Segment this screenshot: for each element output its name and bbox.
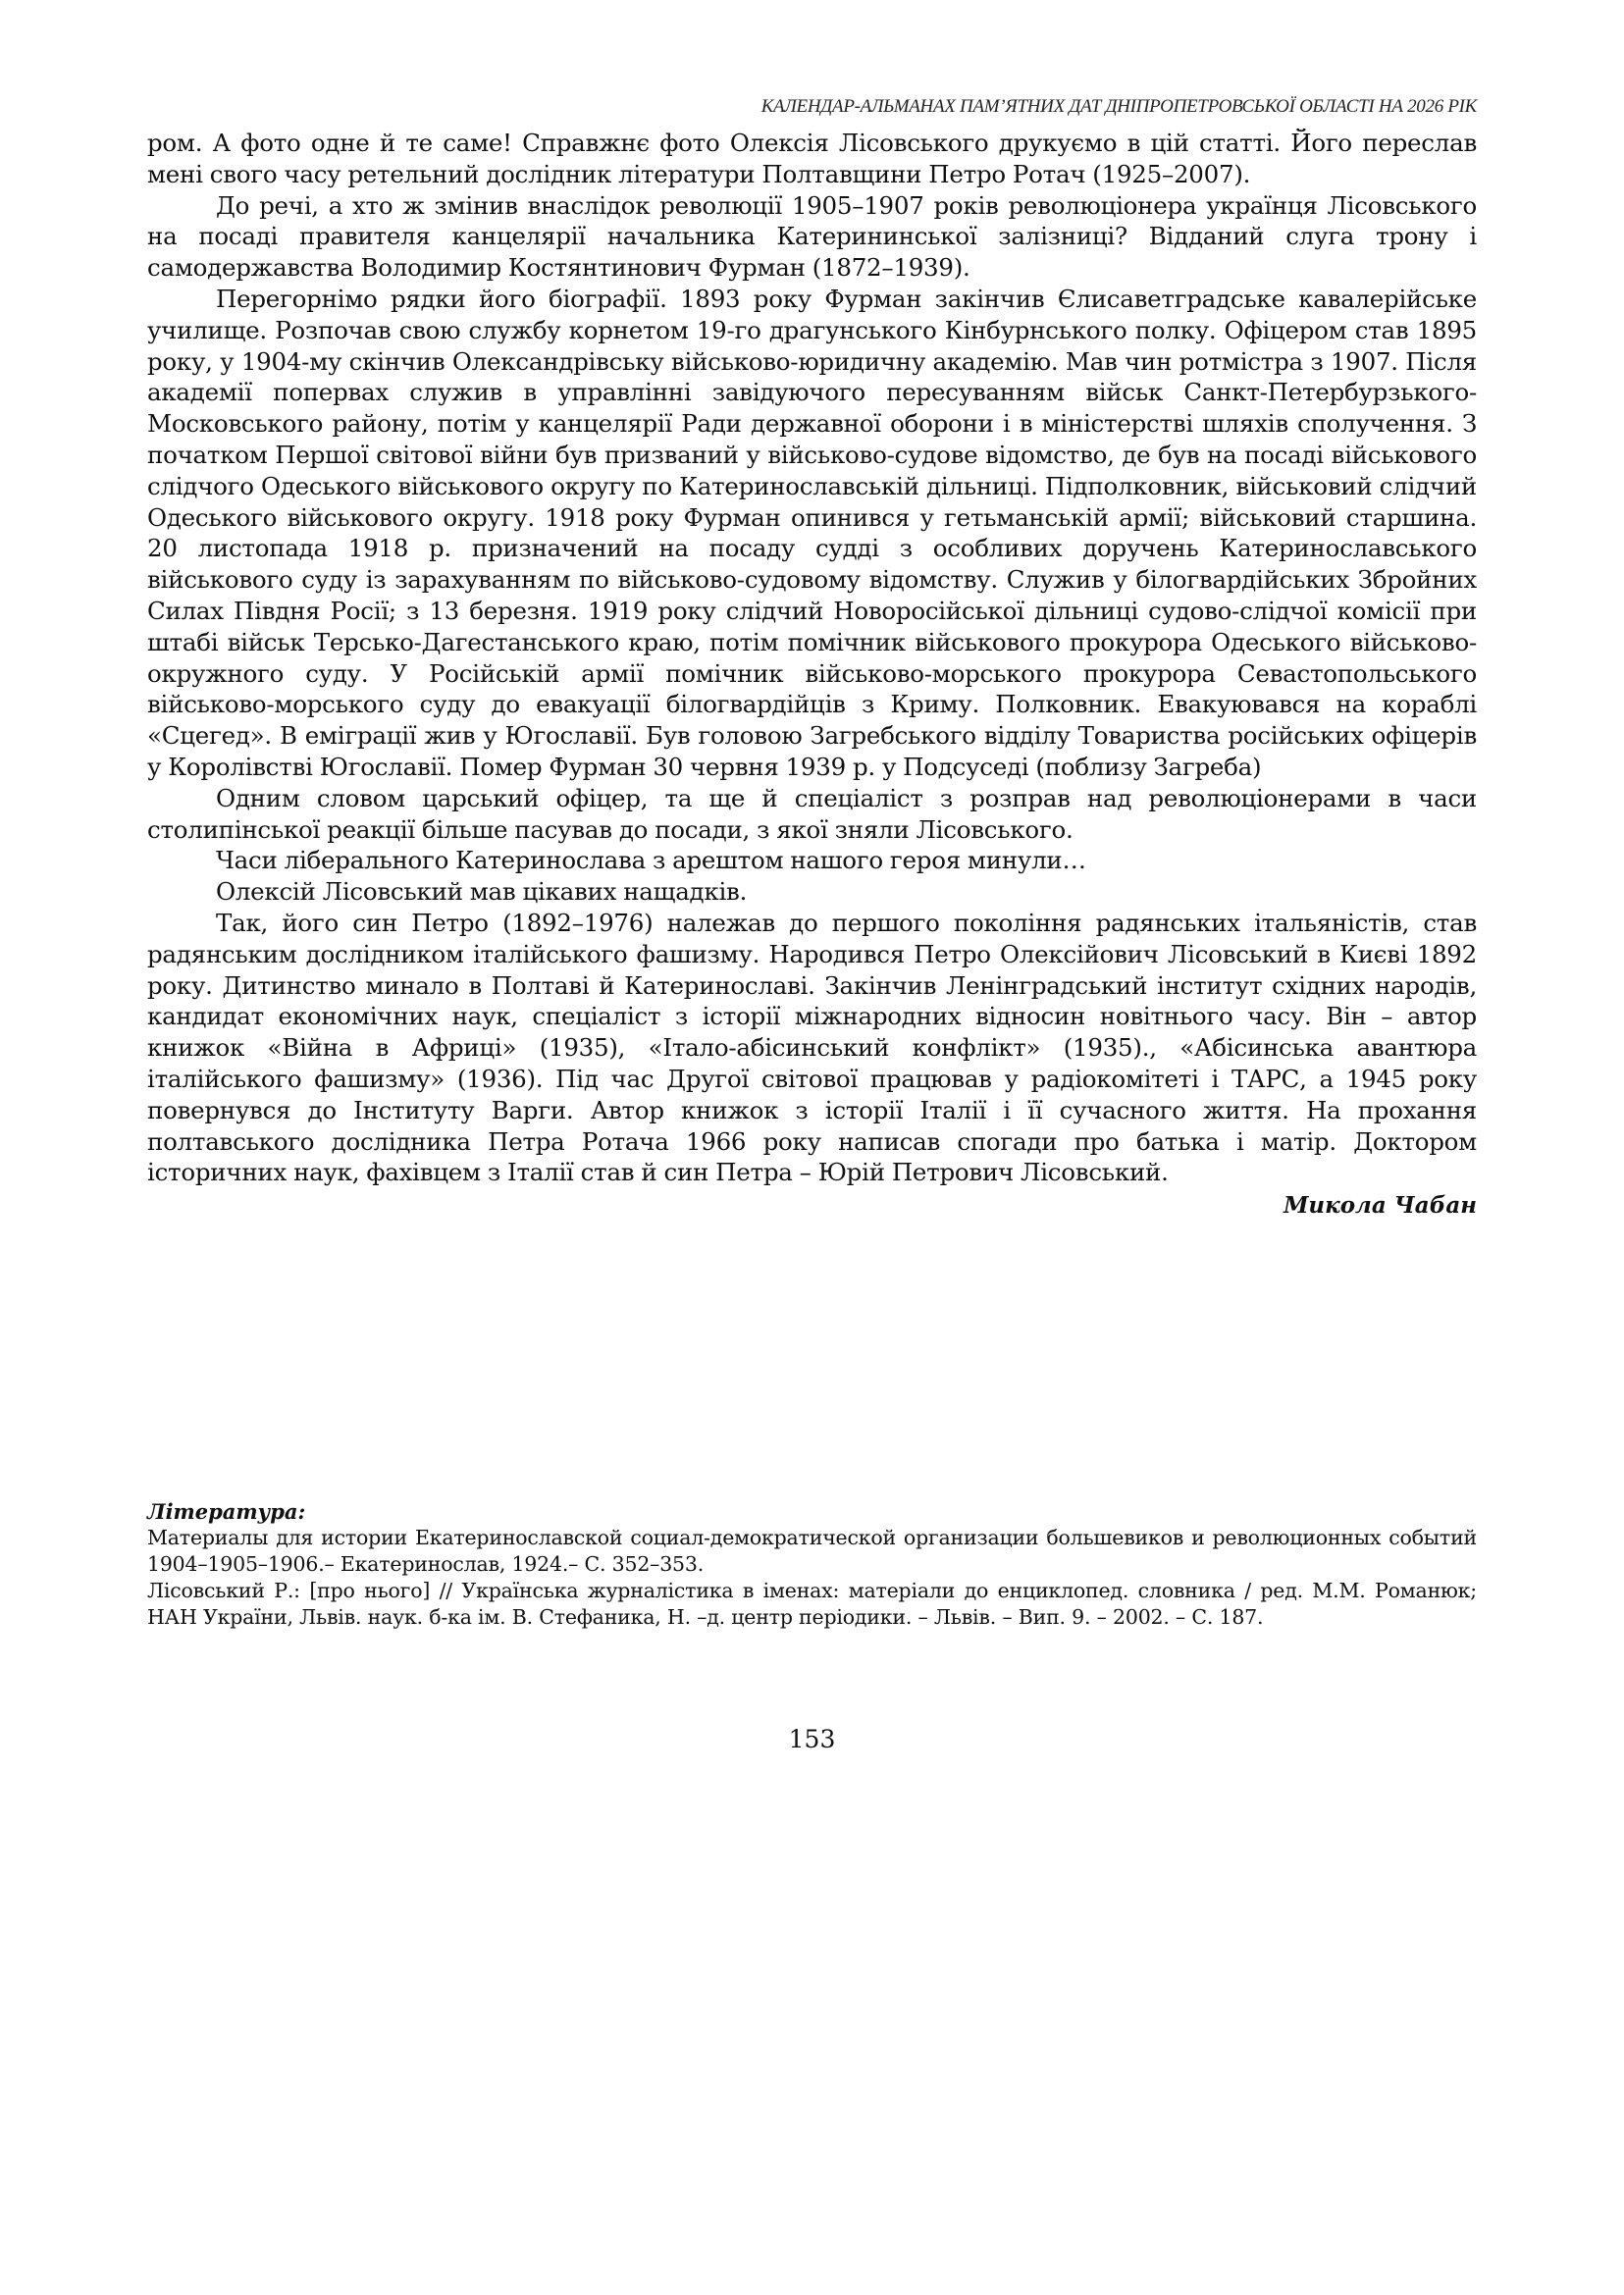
paragraph: ром. А фото одне й те саме! Справжнє фото Олексія Лісовського друкуємо в цій статті. Його переслав мені свого часу ретельний дослідник літератури Полтавщини Петро Ротач (1925–2007). <box>147 129 1477 188</box>
running-header: КАЛЕНДАР-АЛЬМАНАХ ПАМ’ЯТНИХ ДАТ ДНІПРОПЕТРОВСЬКОЇ ОБЛАСТІ НА 2026 РІК <box>760 96 1477 117</box>
reference-item: Материалы для истории Екатеринославской социал-демократической организации большевиков и революционных событий 1904–1905–1906.– Екатеринослав, 1924.– С. 352–353. <box>147 1526 1477 1576</box>
paragraph: До речі, а хто ж змінив внаслідок революції 1905–1907 років революціонера українця Лісовського на посаді правителя канцелярії начальника Катерининської залізниці? Відданий слуга трону і самодержавства Володимир Костянтинович Фурман (1872–1939). <box>147 190 1477 283</box>
article-body <box>147 128 1477 1222</box>
paragraph: Одним словом царський офіцер, та ще й спеціаліст з розправ над революціонерами в часи столипінської реакції більше пасував до посади, з якої зняли Лісовського. <box>147 783 1477 844</box>
paragraph: Так, його син Петро (1892–1976) належав до першого покоління радянських італьяністів, став радянським дослідником італійського фашизму. Народився Петро Олексійович Лісовський в Києві 1892 року. Дитинство минало в Полтаві й Катеринославі. Закінчив Ленінградський інститут східних народів, кандидат економічних наук, спеціаліст з історії міжнародних відносин новітнього часу. Він – автор книжок «Війна в Африці» (1935), «Італо-абісинський конфлікт» (1935)., «Абісинська авантюра італійського фашизму» (1936). Під час Другої світової працював у радіокомітеті і ТАРС, а 1945 року повернувся до Інституту Варги. Автор книжок з історії Італії і її сучасного життя. На прохання полтавського дослідника Петра Ротача 1966 року написав спогади про батька і матір. Доктором історичних наук, фахівцем з Італії став й син Петра – Юрій Петрович Лісовський. <box>147 908 1477 1187</box>
paragraph: Перегорнімо рядки його біографії. 1893 року Фурман закінчив Єлисаветградське кавалерійське училище. Розпочав свою службу корнетом 19-го драгунського Кінбурнського полку. Офіцером став 1895 року, у 1904-му скінчив Олександрівську військово-юридичну академію. Мав чин ротмістра з 1907. Після академії попервах служив в управлінні завідуючого пересуванням військ Санкт-Петербурзького-Московського району, потім у канцелярії Ради державної оборони і в міністерстві шляхів сполучення. З початком Першої світової війни був призваний у військово-судове відомство, де був на посаді військового слідчого Одеського військового округу по Катеринославській дільниці. Підполковник, військовий слідчий Одеського військового округу. 1918 року Фурман опинився у гетьманській армії; військовий старшина. 20 листопада 1918 р. призначений на посаду судді з особливих доручень Катеринославського військового суду із зарахуванням по військово-судовому відомству. Служив у білогвардійських Збройних Силах Півдня Росії; з 13 березня. 1919 року слідчий Новоросійської дільниці судово-слідчої комісії при штабі військ Терсько-Дагестанського краю, потім помічник військового прокурора Одеського військово-окружного суду. У Російській армії помічник військово-морського прокурора Севастопольського військово-морського суду до евакуації білогвардійців з Криму. Полковник. Евакуювався на кораблі «Сцегед». В еміграції жив у Югославії. Був головою Загребського відділу Товариства російських офіцерів у Королівстві Югославії. Помер Фурман 30 червня 1939 р. у Подсуседі (поблизу Загреба) <box>147 284 1477 781</box>
author-signature: Микола Чабан <box>1283 1192 1477 1220</box>
paragraph: Часи ліберального Катеринослава з арештом нашого героя минули… <box>216 846 1086 875</box>
references-title: Література: <box>147 1499 306 1524</box>
page-number: 153 <box>788 1725 836 1753</box>
paragraph: Олексій Лісовський мав цікавих нащадків. <box>216 877 748 907</box>
reference-item: Лісовський Р.: [про нього] // Українська журналістика в іменах: матеріали до енциклопед. словника / ред. М.М. Романюк; НАН України, Львів. наук. б-ка ім. В. Стефаника, Н. –д. центр періодики. – Львів. – Вип. 9. – 2002. – С. 187. <box>147 1579 1477 1629</box>
references-section <box>147 1498 1477 1631</box>
